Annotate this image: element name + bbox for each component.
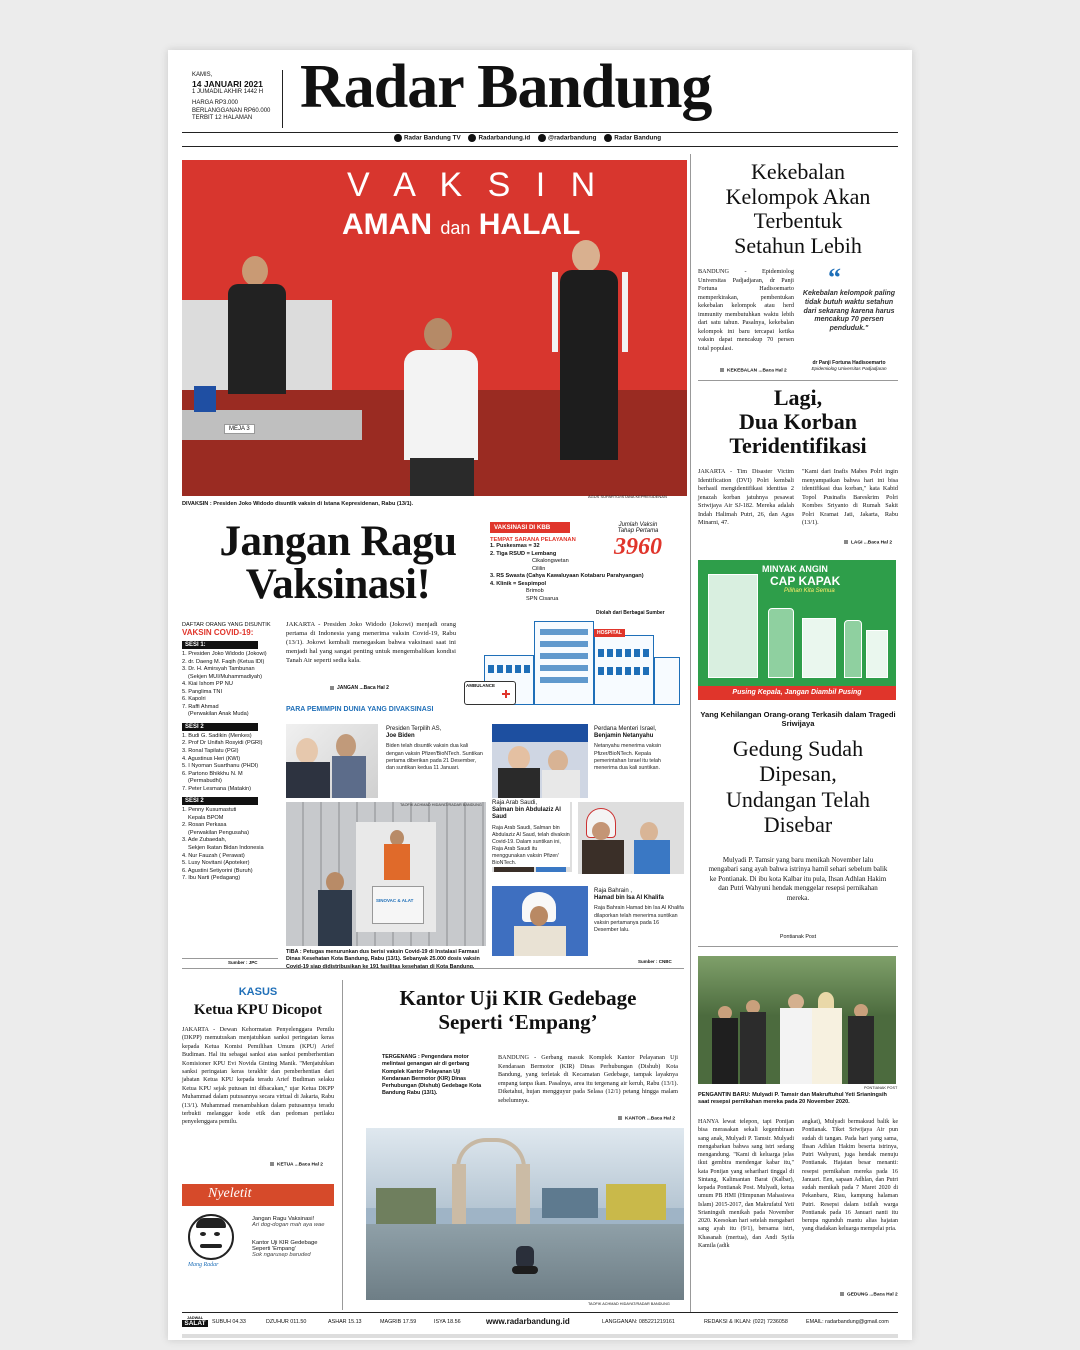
ad-tagline: Pilihan Kita Semua [784,588,835,594]
facebook-icon [604,134,612,142]
social-instagram[interactable]: Radarbandung.id [478,134,531,142]
vaccinee-list: DAFTAR ORANG YANG DISUNTIK VAKSIN COVID-19: SESI 1: 1. Presiden Joko Widodo (Jokowi) 2. dr. Daeng M. Faqih (Ketua IDI) 3. Dr. H. Amirsyah Tambunan (Sekjen MUI/Muhammadiyah) 4. Kiai Ishom PP NU 5. Panglima TNI 6. Kapolri 7. Raffi Ahmad (Perwakilan Anak Muda) SESI 2 1. Budi G. Sadikin (Menkes) 2. Prof Dr Unifah Rosyidi (PGRI) 3. Ronal Tapilatu (PGI) 4. Agustinus Heri (KWI) 5. I Nyoman Suarthanu (PHDI) 6. Partono Bhikkhu N. M (Permabudhi) 7. Peter Lesmana (Matakin) SESI 2 1. Penny Kusumastuti Kepala BPOM 2. Rosan Perkasa (Perwakilan Pengusaha) 3. Ade Zubaedah, Sekjen Ikatan Bidan Indonesia 4. Nur Fauzah ( Perawat) 5. Lusy Novitani (Apoteker) 6. Agustini Setiyorini (Buruh) 7. Ibu Narti (Pedagang) [182,622,278,883]
pull-quote: Kekebalan kelompok paling tidak butuh waktu setahun dari sekarang karena harus mencakup 70 persen penduduk." [802,290,896,332]
truck-caption: TIBA : Petugas menurunkan dus berisi vaksin Covid-19 di Instalasi Farmasi Dinas Kesehatan Kota Bandung, Rabu (13/1). Sebanyak 25.000 dosis vaksin Covid-19 siap didistribusikan ke 191 fasilitas kesehatan di Kota Bandung. [286,949,480,970]
lead-jump[interactable]: JANGAN ...Baca Hal 2 [330,685,389,691]
nyeletit-signature: Mang Radar [188,1262,219,1268]
nyeletit-title: Nyeletit [208,1186,252,1201]
date: 14 JANUARI 2021 [192,78,263,89]
kir-flood-photo [366,1128,684,1300]
kasus-kicker: KASUS [238,986,278,998]
leader-bahrain: Raja Bahrain , Hamad bin Isa Al Khalifa Raja Bahrain Hamad bin Isa Al Khalifa dilaporkan telah menerima suntikan vaksin pertamanya pada 16 Desember lalu. [594,888,684,933]
story3-lead: Mulyadi P. Tamsir yang baru menikah November lalu mengabari sang ayah bahwa istrinya hamil sehari sebelum balik ke Pontianak. Di ibu kota Kalbar itu pula, Ihsan Adhlan Hakim dan Putri Wahyuni hendak menggelar resepsi pernikahan mereka. [708,856,888,902]
bahrain-photo [492,886,588,956]
story3-col2: angkat), Mulyadi bermaksud balik ke Pontianak. Tiket Sriwijaya Air pun sudah di tangan. Pada hari yang sama, Ihsan Adhlan Hakim beserta istrinya, Putri Wahyuni, juga hendak menuju Pontianak. Hajatan besar menanti: resepsi pernikahan mereka pada 16 Januari. Een, sapaan Adhlan, dan Putri sudah menikah pada 7 Maret 2020 di Pekanbaru, Riau, kampung halaman Putri. Resepsi dalam istilah warga Pontianak pada 16 Januari nanti itu berupa ngunduh mantu alias hajatan yang diadakan keluarga mempelai pria. [802,1119,898,1233]
footer-website[interactable]: www.radarbandung.id [486,1317,570,1326]
kasus-jump[interactable]: KETUA ...Baca Hal 2 [270,1162,323,1167]
table-sign: MEJA 3 [224,424,255,434]
main-photo-caption: DIVAKSIN : Presiden Joko Widodo disuntik vaksin di Istana Kepresidenan, Rabu (13/1). [182,501,414,507]
sesi2-list: 1. Budi G. Sadikin (Menkes) 2. Prof Dr Unifah Rosyidi (PGRI) 3. Ronal Tapilatu (PGI) 4. Agustinus Heri (KWI) 5. I Nyoman Suarthanu (PHDI) 6. Partono Bhikkhu N. M (Permabudhi) 7. Peter Lesmana (Matakin) [182,732,263,792]
story1-jump[interactable]: KEKEBALAN ...Baca Hal 2 [720,368,787,373]
truck-photo: SINOVAC & ALAT [286,802,486,946]
footer-magrib: MAGRIB 17.59 [380,1319,417,1325]
wedding-credit: PONTIANAK POST [864,1086,898,1090]
story1-text: BANDUNG - Epidemiolog Universitas Padjadjaran, dr Panji Fortuna Hadisoemarto memperkirakan, pembentukan kekebalan kelompok atau herd immunity membutuhkan waktu lebih dari satu tahun. Pasalnya, kekebalan kelompok ini baru tercapai ketika vaksin dapat mencakup 70 persen total populasi. [698,268,794,352]
masthead-dateline [192,72,282,123]
story2-title: Lagi, Dua Korban Teridentifikasi [729,385,867,459]
main-photo-credit: AGUS SUPARTO/ISTANA KEPRESIDENAN [588,494,667,499]
newspaper-page [168,50,912,1340]
kir-text: BANDUNG - Gerbang masuk Komplek Kantor Pelayanan Uji Kendaraan Bermotor (KIR) Dinas Perhubungan (Dishub) Kota Bandung, yang terletak di Kecamatan Gedebage, tampak layaknya empang tanpa ikan. Pasalnya, area itu tergenang air keruh, Rabu (13/1). Diketahui, hujan mengguyur pada Selasa (12/1) petang hingga malam sebelumnya. [498,1054,678,1104]
footer-isya: ISYA 18.56 [434,1319,461,1325]
banner-vaksin: V A K S I N [347,166,604,204]
kbb-total: Jumlah Vaksin Tahap Pertama 3960 [614,522,662,560]
kir-photo-credit: TAOFIK ACHMAD HIDAYAT/RADAR BANDUNG [588,1302,670,1306]
kbb-title: VAKSINASI DI KBB [490,522,570,533]
story2-text-b: "Kami dari Inafis Mabes Polri ingin menyampaikan bahwa hari ini bisa identifikasi dua korban," kata Kabid Topol Pusinafis Bareskrim Polri Kombes Sriyanto di Rumah Sakit Polri Kramat Jati, Jakarta, Rabu (13/1). [802,468,898,527]
instagram-icon [468,134,476,142]
truck-credit: TAOFIK ACHMAD HIDAYAT/RADAR BANDUNG [400,803,482,807]
biden-photo [286,724,378,798]
story3-jump[interactable]: GEDUNG ...Baca Hal 2 [840,1292,898,1297]
sesi3-list: 1. Penny Kusumastuti Kepala BPOM 2. Rosan Perkasa (Perwakilan Pengusaha) 3. Ade Zubaedah, Sekjen Ikatan Bidan Indonesia 4. Nur Fauzah ( Perawat) 5. Lusy Novitani (Apoteker) 6. Agustini Setiyorini (Buruh) 7. Ibu Narti (Pedagang) [182,807,264,882]
social-youtube[interactable]: Radar Bandung TV [404,134,461,142]
footer-bar [182,1316,898,1332]
sesi1-list: 1. Presiden Joko Widodo (Jokowi) 2. dr. Daeng M. Faqih (Ketua IDI) 3. Dr. H. Amirsyah Tambunan (Sekjen MUI/Muhammadiyah) 4. Kiai Ishom PP NU 5. Panglima TNI 6. Kapolri 7. Raffi Ahmad (Perwakilan Anak Muda) [182,651,267,718]
quote-mark-icon: “ [828,263,841,292]
kasus-text: JAKARTA - Dewan Kehormatan Penyelenggara Pemilu (DKPP) memutuskan menjatuhkan sanksi peringatan keras kepada Ketua Komisi Pemilihan Umum (KPU) Arief Budiman. Hal itu sebagai sanksi atas sanksi pemberhentian Komisioner KPU Evi Novida Ginting Manik. "Menjatuhkan sanksi peringatan keras terakhir dan pemberhentian dari jabatan Ketua KPU kepada teradu Arief Budiman selaku Ketua KPU sejak putusan ini dibacakan," ujar Ketua DKPP Muhammad dalam putusannya secara virtual di Jakarta, Rabu (13/1). Muhammad menambahkan dalam putusannya teradu terbukti melanggar kode etik dan pedoman perilaku penyelenggara pemilu. [182,1027,334,1126]
main-headline: Jangan Ragu Vaksinasi! [219,518,457,608]
kbb-list: 1. Puskesmas = 32 2. Tiga RSUD = Lembang Cikalongwetan Cililin 3. RS Swasta (Cahya Kawaluyaan Kotabaru Parahyangan) 4. Klinik = Sespimpol Brimob SPN Cisarua [490,543,644,602]
kir-title: Kantor Uji KIR Gedebage Seperti ‘Empang’ [399,986,637,1035]
kir-jump[interactable]: KANTOR ...Baca Hal 2 [618,1116,675,1121]
nyeletit-header [182,1184,334,1206]
story2-jump[interactable]: LAGI ...Baca Hal 2 [844,540,892,545]
story3-kicker: Yang Kehilangan Orang-orang Terkasih dalam Tragedi Sriwijaya [700,710,896,729]
newspaper-title: Radar Bandung [300,53,712,121]
story3-title: Gedung Sudah Dipesan, Undangan Telah Disebar [725,736,871,837]
jadwal-salat-label: JADWAL SALAT [182,1316,208,1327]
leaders-source: Sumber : CNBC [638,959,672,964]
footer-email: EMAIL: radarbandung@gmail.com [806,1319,889,1325]
kbb-subtitle: TEMPAT SARANA PELAYANAN [490,537,576,543]
hijri-date: 1 JUMADIL AKHIR 1442 H [192,88,264,95]
footer-subuh: SUBUH 04.33 [212,1319,246,1325]
kir-photo-caption: TERGENANG : Pengendara motor melintasi genangan air di gerbang Komplek Kantor Pelayanan Uji Kendaraan Bermotor (KIR) Dinas Perhubungan (Dishub) Gedebage Kota Bandung Rabu (13/1). [382,1054,482,1097]
kasus-title: Ketua KPU Dicopot [193,1002,323,1018]
social-facebook[interactable]: Radar Bandung [614,134,662,142]
wedding-caption: PENGANTIN BARU: Mulyadi P. Tamsir dan Makruftuhul Yeti Srianingsih saat resepsi pernikahan mereka pada 20 November 2020. [698,1092,887,1106]
hospital-illustration: HOSPITAL AMBULANCE [478,615,683,715]
lead-text: JAKARTA - Presiden Joko Widodo (Jokowi) menjadi orang pertama di Indonesia yang menerima vaksin Covid-19, Rabu (13/1). Jokowi kembali menegaskan bahwa vaksinasi saat ini menjadi hal yang sangat penting untuk mengembalikan kondisi Tanah Air seperti sedia kala. [286,621,456,665]
story3-col1: HANYA lewat telepon, tapi Ponijan bisa merasakan sekali kegembiraan sang anak, Mulyadi P. Tamsir. Mulyadi mengabarkan bahwa sang istri sedang mengandung. "Kami di keluarga jelas ikut gembira mendengar kabar itu," kata Ponijan yang seharihari tinggal di Sintang, Kalimantan Barat (Kalbar), kepada Pontianak Post. Mulyadi, ketua umum PB HMI (Himpunan Mahasiswa Islam) 2015-2017, dan Makrufatul Yeti Srianingsih menikah pada November 2020. Keesokan hari setelah mengabari sang ayah itu (9/1), bersama istri, Khasanah (mertua), dan Andi Syifa Kamila (adik [698,1119,794,1249]
world-leaders-title: PARA PEMIMPIN DUNIA YANG DIVAKSINASI [286,706,434,713]
kbb-source: Diolah dari Berbagai Sumber [596,610,665,616]
social-twitter[interactable]: @radarbandung [547,134,597,142]
social-bar [388,134,661,142]
leader-netanyahu: Perdana Menteri Israel, Benjamin Netanyahu Netanyahu menerima vaksin Pfizer/BioNTech. Kepala pemerintahan Israel itu telah menerima dua kali suntikan. [594,726,662,771]
page-count: TERBIT 12 HALAMAN [192,115,253,122]
cap-kapak-ad[interactable] [698,560,896,700]
quote-attribution: dr Panji Fortuna Hadisoemarto Epidemiolog Universitas Padjadjaran [811,360,887,371]
footer-ashar: ASHAR 15.13 [328,1319,362,1325]
mang-radar-caricature [188,1214,234,1260]
netanyahu-photo [492,724,588,798]
nyeletit-items: Jangan Ragu Vaksinasi! Ari dog-dogan mah aya wae Kantor Uji KIR Gedebage Seperti 'Empang' Sok ngarusep baruded [252,1216,325,1258]
story2-text-a: JAKARTA - Tim Disaster Victim Identification (DVI) Polri kembali berhasil mengidentifikasi identitas 2 jenazah korban jatuhnya pesawat Sriwijaya Air SJ-182. Mereka adalah Indah Halimah Putri, 26, dan Agus Minarni, 47. [698,468,794,527]
price: HARGA RP3.000 [192,100,239,107]
story3-source: Pontianak Post [779,934,817,940]
day: KAMIS, [192,72,213,78]
main-photo [182,160,687,496]
salman-photo-2 [578,802,684,874]
footer-langganan: LANGGANAN: 085221219161 [602,1319,675,1325]
youtube-icon [394,134,402,142]
leader-biden: Presiden Terpilih AS, Joe Biden Biden telah disuntik vaksin dua kali dengan vaksin Pfizer/BioNTech. Suntikan pertama diberikan pada 21 Desember, dan suntikan kedua 11 Januari. [386,726,483,771]
footer-redaksi: REDAKSI & IKLAN: (022) 7236058 [704,1319,788,1325]
list-source: Sumber : JPC [228,960,258,965]
twitter-icon [538,134,546,142]
subscription-price: BERLANGGANAN RP60.000 [192,107,271,114]
leader-salman-block: Raja Arab Saudi, Salman bin Abdulaziz Al Saud Raja Arab Saudi, Salman bin Abdulaziz Al Saud, telah divaksin Covid-19. Dalam suntikan ini, Raja Arab Saudi itu menggunakan vaksin Pfizer/ BioNTech. [492,800,570,867]
ad-brand: CAP KAPAK [770,574,841,588]
ad-slogan: Pusing Kepala, Jangan Diambil Pusing [698,686,896,700]
footer-dzuhur: DZUHUR 011.50 [266,1319,307,1325]
banner-aman-halal: AMAN dan HALAL [342,208,581,241]
story1-title: Kekebalan Kelompok Akan Terbentuk Setahun Lebih [725,159,871,258]
wedding-photo [698,956,896,1084]
ad-title: MINYAK ANGIN [762,564,828,574]
